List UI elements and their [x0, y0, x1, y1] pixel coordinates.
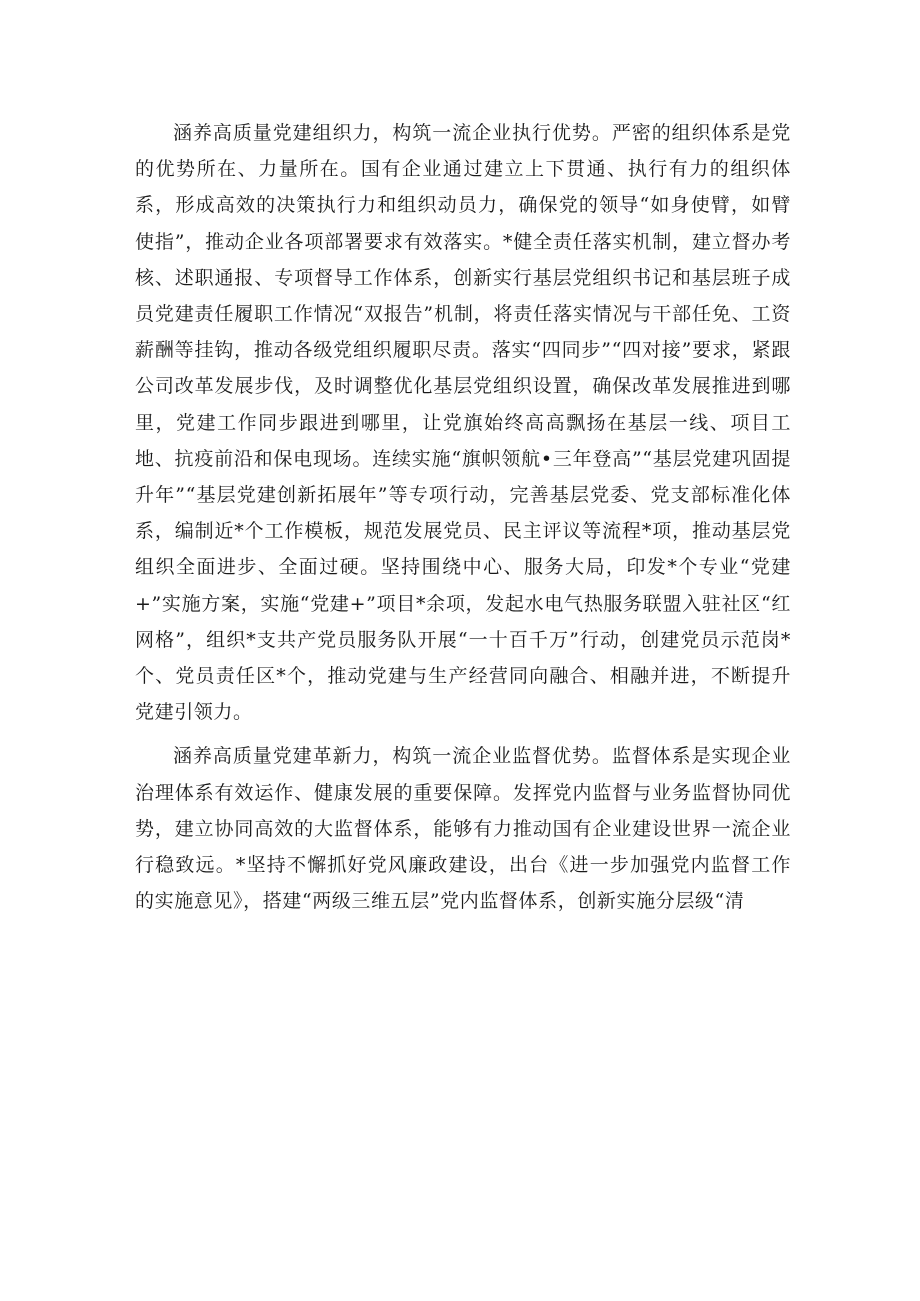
document-body: [135, 115, 791, 919]
paragraph-supervision: 涵养高质量党建革新力，构筑一流企业监督优势。监督体系是实现企业治理体系有效运作、健康发展的重要保障。发挥党内监督与业务监督协同优势，建立协同高效的大监督体系，能够有力推动国有企业建设世界一流企业行稳致远。*坚持不懈抓好党风廉政建设，出台《进一步加强党内监督工作的实施意见》，搭建“两级三维五层”党内监督体系，创新实施分层级“清: [135, 745, 791, 913]
paragraph-organization: 涵养高质量党建组织力，构筑一流企业执行优势。严密的组织体系是党的优势所在、力量所在。国有企业通过建立上下贯通、执行有力的组织体系，形成高效的决策执行力和组织动员力，确保党的领导“如身使臂，如臂使指”，推动企业各项部署要求有效落实。*健全责任落实机制，建立督办考核、述职通报、专项督导工作体系，创新实行基层党组织书记和基层班子成员党建责任履职工作情况“双报告”机制，将责任落实情况与干部任免、工资薪酬等挂钩，推动各级党组织履职尽责。落实“四同步”“四对接”要求，紧跟公司改革发展步伐，及时调整优化基层党组织设置，确保改革发展推进到哪里，党建工作同步跟进到哪里，让党旗始终高高飘扬在基层一线、项目工地、抗疫前沿和保电现场。连续实施“旗帜领航•三年登高”“基层党建巩固提升年”“基层党建创新拓展年”等专项行动，完善基层党委、党支部标准化体系，编制近*个工作模板，规范发展党员、民主评议等流程*项，推动基层党组织全面进步、全面过硬。坚持围绕中心、服务大局，印发*个专业“党建+”实施方案，实施“党建+”项目*余项，发起水电气热服务联盟入驻社区“红网格”，组织*支共产党员服务队开展“一十百千万”行动，创建党员示范岗*个、党员责任区*个，推动党建与生产经营同向融合、相融并进，不断提升党建引领力。: [135, 122, 791, 724]
